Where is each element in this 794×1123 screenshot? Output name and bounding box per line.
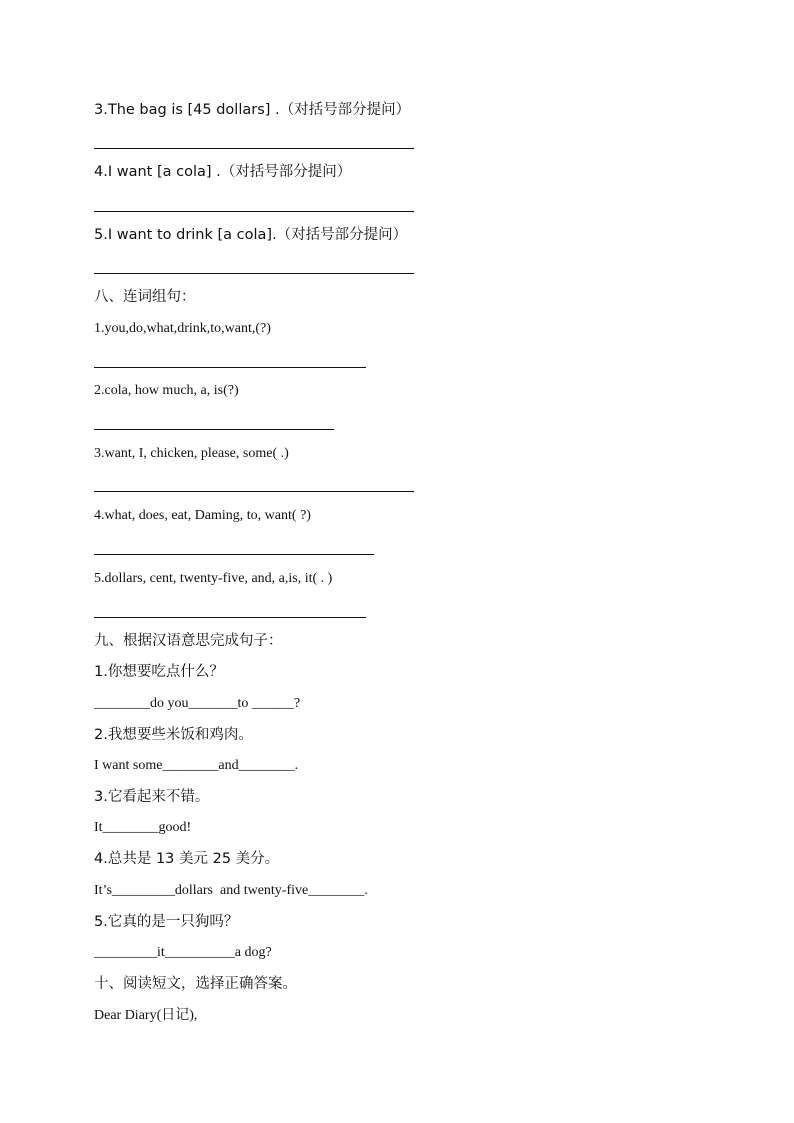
answer-line-4[interactable] xyxy=(94,211,414,212)
reorder-3-text: 3.want, I, chicken, please, some( .) xyxy=(94,446,289,461)
translate-3-prompt: 3.它看起来不错。 xyxy=(94,789,210,805)
answer-line-5[interactable] xyxy=(94,273,414,274)
answer-line-3[interactable] xyxy=(94,148,414,149)
translate-4-blanks[interactable]: It’s_________dollars and twenty-five________. xyxy=(94,883,368,898)
section-10-heading: 十、阅读短文，选择正确答案。 xyxy=(94,976,297,992)
translate-2-prompt: 2.我想要些米饭和鸡肉。 xyxy=(94,727,253,743)
reorder-2-text: 2.cola, how much, a, is(?) xyxy=(94,383,239,398)
reading-passage-greeting: Dear Diary(日记), xyxy=(94,1008,198,1023)
translate-5-blanks[interactable]: _________it__________a dog? xyxy=(94,945,272,960)
question-3-text: 3.The bag is [45 dollars] .（对括号部分提问） xyxy=(94,102,411,118)
section-9-heading: 九、根据汉语意思完成句子： xyxy=(94,633,283,649)
reorder-5-answer-line[interactable] xyxy=(94,617,366,618)
translate-4-prompt: 4.总共是 13 美元 25 美分。 xyxy=(94,851,280,867)
reorder-5-text: 5.dollars, cent, twenty-five, and, a,is, it( . ) xyxy=(94,571,333,586)
translate-1-blanks[interactable]: ________do you_______to ______? xyxy=(94,696,301,711)
section-8-heading: 八、连词组句： xyxy=(94,289,196,305)
reorder-2-answer-line[interactable] xyxy=(94,429,334,430)
reorder-1-text: 1.you,do,what,drink,to,want,(?) xyxy=(94,321,271,336)
translate-2-blanks[interactable]: I want some________and________. xyxy=(94,758,299,773)
translate-5-prompt: 5.它真的是一只狗吗？ xyxy=(94,914,239,930)
reorder-4-text: 4.what, does, eat, Daming, to, want( ?) xyxy=(94,508,311,523)
translate-1-prompt: 1.你想要吃点什么？ xyxy=(94,664,224,680)
question-5-text: 5.I want to drink [a cola].（对括号部分提问） xyxy=(94,227,408,243)
translate-3-blanks[interactable]: It________good! xyxy=(94,820,192,835)
reorder-3-answer-line[interactable] xyxy=(94,491,414,492)
reorder-4-answer-line[interactable] xyxy=(94,554,374,555)
question-4-text: 4.I want [a cola] .（对括号部分提问） xyxy=(94,164,352,180)
reorder-1-answer-line[interactable] xyxy=(94,367,366,368)
